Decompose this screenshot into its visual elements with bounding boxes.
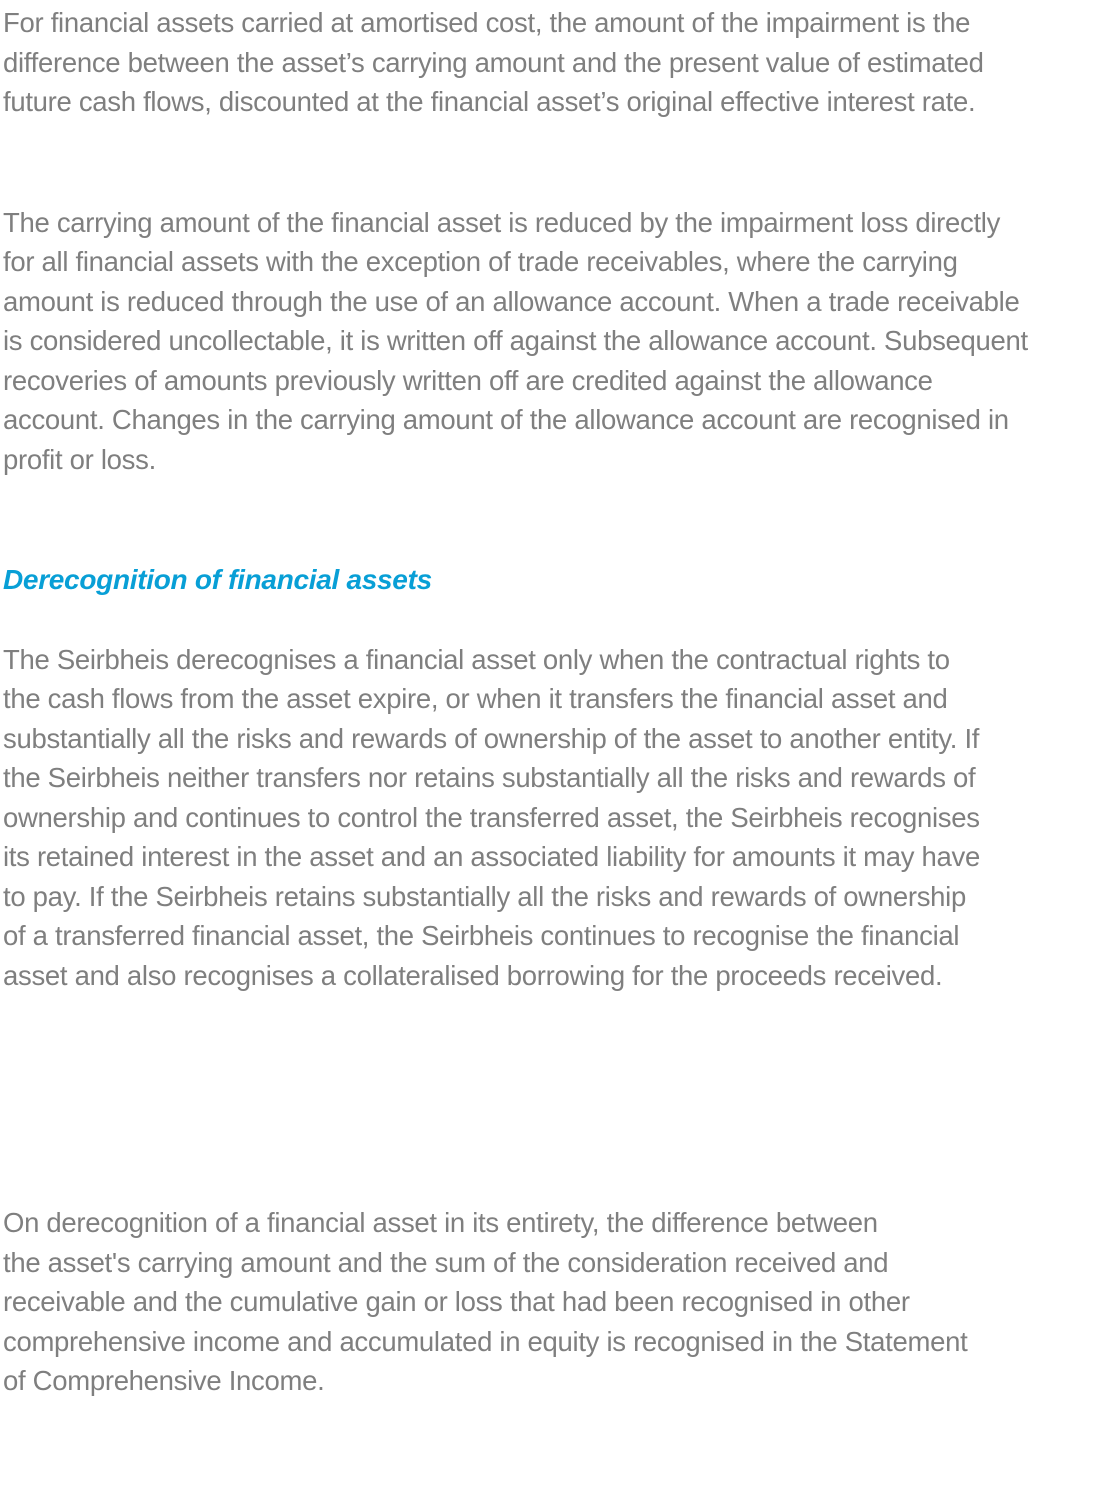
paragraph-derecognition-entirety [0,1203,1100,1401]
text-line: receivable and the cumulative gain or loss that had been recognised in other [3,1286,910,1317]
text-line: The Seirbheis derecognises a financial asset only when the contractual rights to [3,643,950,675]
text-line: difference between the asset’s carrying amount and the present value of estimated [3,46,984,78]
text-line: For financial assets carried at amortised cost, the amount of the impairment is the [3,7,971,38]
paragraph-derecognition-criteria [0,640,1100,996]
paragraph-carrying-amount [0,203,1100,480]
text-line: asset and also recognises a collateralised borrowing for the proceeds received. [3,959,943,991]
document-page [0,3,1100,1510]
text-line: profit or loss. [3,443,156,475]
text-line: the Seirbheis neither transfers nor retains substantially all the risks and rewards of [3,762,976,793]
text-line: the asset's carrying amount and the sum of the consideration received and [3,1246,889,1278]
text-line: is considered uncollectable, it is written off against the allowance account. Subsequent [3,325,1028,356]
text-line: of Comprehensive Income. [3,1365,325,1396]
text-line: its retained interest in the asset and an associated liability for amounts it may have [3,841,980,872]
paragraph-impairment-measurement [0,3,1100,122]
text-line: amount is reduced through the use of an allowance account. When a trade receivable [3,285,1020,317]
text-line: the cash flows from the asset expire, or when it transfers the financial asset and [3,683,948,714]
text-line: for all financial assets with the exception of trade receivables, where the carrying [3,246,958,277]
text-line: comprehensive income and accumulated in equity is recognised in the Statement [3,1325,968,1357]
text-line: recoveries of amounts previously written off are credited against the allowance [3,364,933,396]
heading-derecognition-of-financial-assets: Derecognition of financial assets [3,564,432,595]
text-line: future cash flows, discounted at the financial asset’s original effective interest rate. [3,86,976,117]
text-line: On derecognition of a financial asset in its entirety, the difference between [3,1207,878,1238]
text-line: of a transferred financial asset, the Seirbheis continues to recognise the financial [3,920,960,951]
text-line: account. Changes in the carrying amount of the allowance account are recognised in [3,404,1009,435]
text-line: ownership and continues to control the transferred asset, the Seirbheis recognises [3,801,980,833]
text-line: substantially all the risks and rewards of ownership of the asset to another entity. If [3,722,980,754]
text-line: The carrying amount of the financial asset is reduced by the impairment loss directly [3,206,1001,238]
text-line: to pay. If the Seirbheis retains substantially all the risks and rewards of ownership [3,880,966,912]
